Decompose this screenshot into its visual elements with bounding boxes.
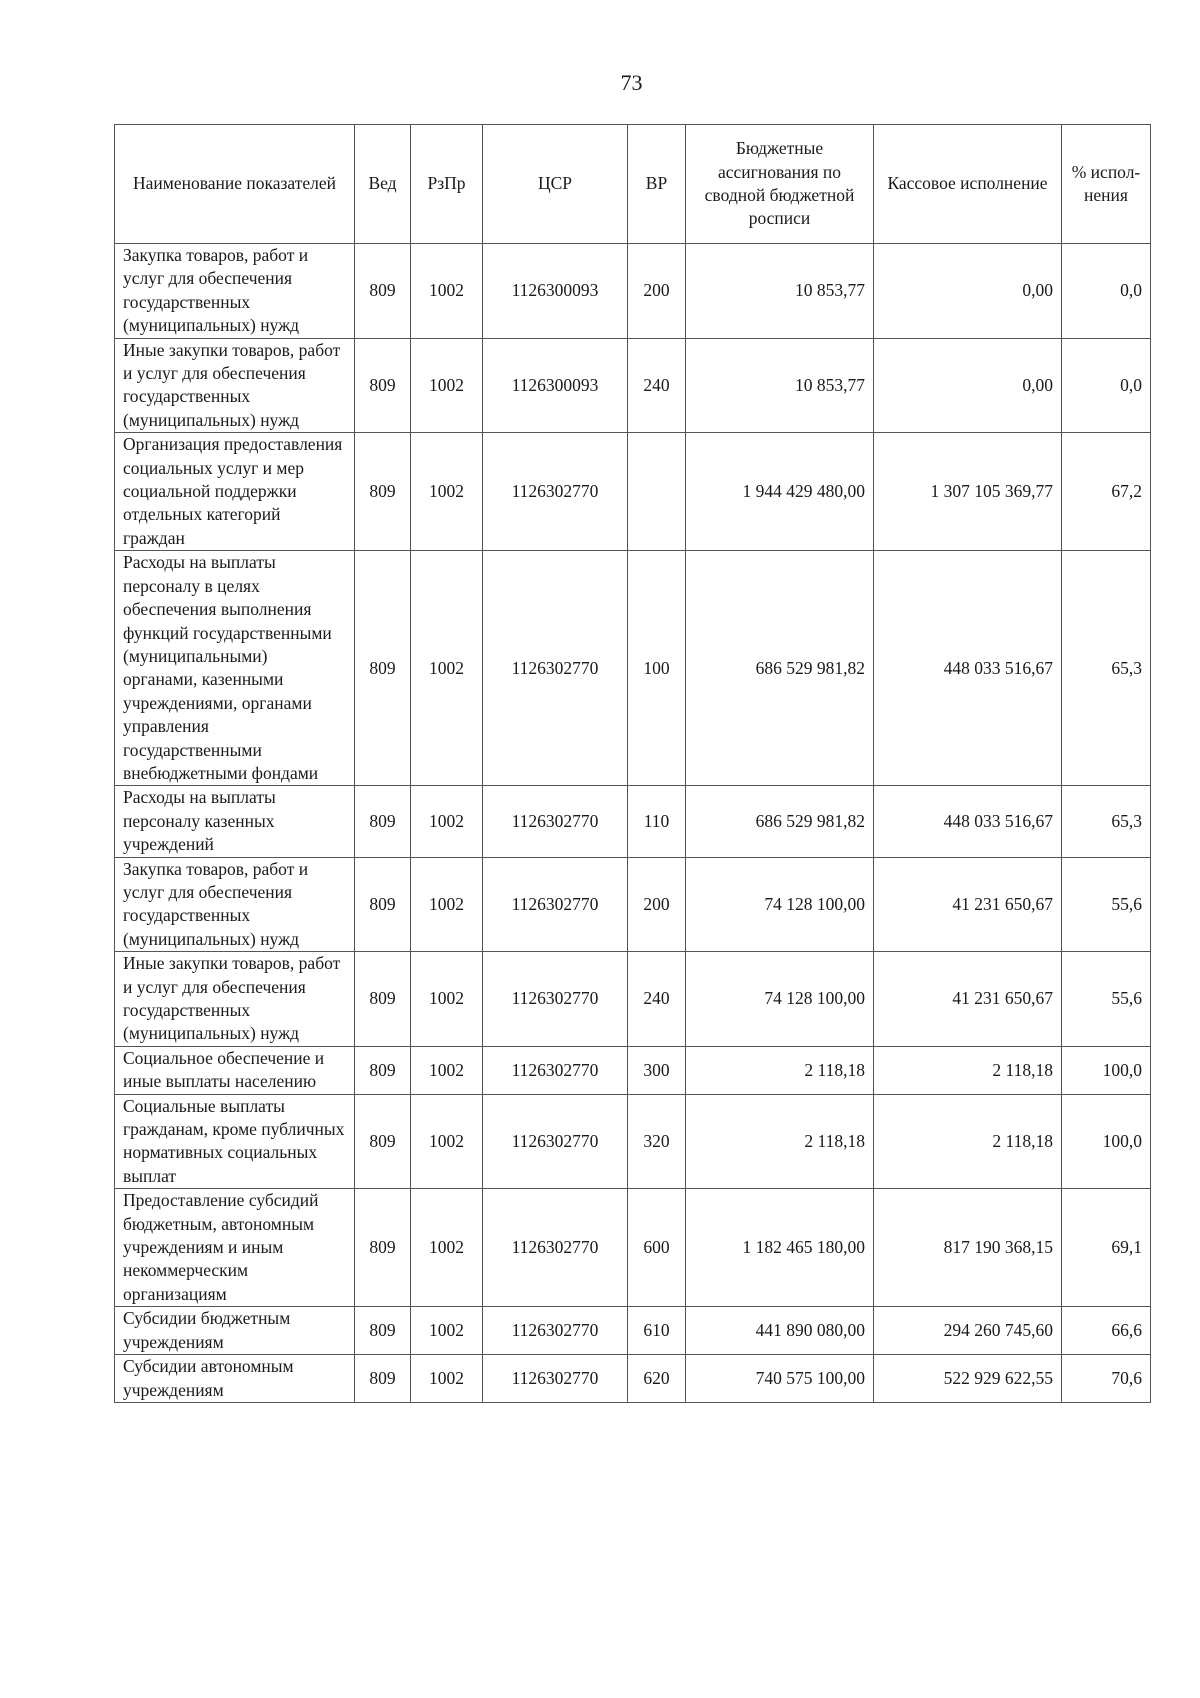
cell-csr: 1126302770 bbox=[483, 857, 628, 952]
cell-vr: 610 bbox=[628, 1307, 686, 1355]
cell-name: Закупка товаров, работ и услуг для обеспечения государственных (муниципальных) нужд bbox=[115, 857, 355, 952]
table-header-row bbox=[115, 125, 1151, 244]
cell-percent: 65,3 bbox=[1062, 786, 1151, 857]
cell-assignments: 686 529 981,82 bbox=[686, 551, 874, 786]
cell-rzpr: 1002 bbox=[411, 551, 483, 786]
header-assignments: Бюджетные ассигнования по сводной бюджетной росписи bbox=[686, 125, 874, 244]
cell-assignments: 441 890 080,00 bbox=[686, 1307, 874, 1355]
table-row bbox=[115, 786, 1151, 857]
cell-ved: 809 bbox=[355, 433, 411, 551]
header-cash-execution: Кассовое исполнение bbox=[874, 125, 1062, 244]
cell-ved: 809 bbox=[355, 1094, 411, 1189]
budget-execution-table bbox=[114, 124, 1151, 1403]
header-name: Наименование показателей bbox=[115, 125, 355, 244]
cell-name: Социальное обеспечение и иные выплаты населению bbox=[115, 1046, 355, 1094]
cell-ved: 809 bbox=[355, 1189, 411, 1307]
cell-vr: 100 bbox=[628, 551, 686, 786]
cell-ved: 809 bbox=[355, 338, 411, 433]
cell-cash-execution: 522 929 622,55 bbox=[874, 1355, 1062, 1403]
cell-percent: 55,6 bbox=[1062, 857, 1151, 952]
cell-name: Расходы на выплаты персоналу казенных учреждений bbox=[115, 786, 355, 857]
cell-vr: 320 bbox=[628, 1094, 686, 1189]
cell-cash-execution: 448 033 516,67 bbox=[874, 786, 1062, 857]
cell-csr: 1126302770 bbox=[483, 1307, 628, 1355]
cell-vr: 300 bbox=[628, 1046, 686, 1094]
cell-rzpr: 1002 bbox=[411, 1307, 483, 1355]
cell-rzpr: 1002 bbox=[411, 857, 483, 952]
cell-percent: 55,6 bbox=[1062, 952, 1151, 1047]
cell-percent: 0,0 bbox=[1062, 338, 1151, 433]
table-row bbox=[115, 1189, 1151, 1307]
cell-percent: 100,0 bbox=[1062, 1046, 1151, 1094]
cell-csr: 1126300093 bbox=[483, 338, 628, 433]
cell-ved: 809 bbox=[355, 1355, 411, 1403]
cell-name: Иные закупки товаров, работ и услуг для обеспечения государственных (муниципальных) нужд bbox=[115, 338, 355, 433]
cell-vr: 620 bbox=[628, 1355, 686, 1403]
cell-ved: 809 bbox=[355, 952, 411, 1047]
cell-csr: 1126302770 bbox=[483, 786, 628, 857]
cell-cash-execution: 41 231 650,67 bbox=[874, 857, 1062, 952]
page-number: 73 bbox=[620, 70, 643, 95]
cell-assignments: 686 529 981,82 bbox=[686, 786, 874, 857]
cell-assignments: 2 118,18 bbox=[686, 1046, 874, 1094]
cell-cash-execution: 817 190 368,15 bbox=[874, 1189, 1062, 1307]
cell-assignments: 740 575 100,00 bbox=[686, 1355, 874, 1403]
cell-rzpr: 1002 bbox=[411, 1355, 483, 1403]
cell-name: Иные закупки товаров, работ и услуг для обеспечения государственных (муниципальных) нужд bbox=[115, 952, 355, 1047]
cell-cash-execution: 448 033 516,67 bbox=[874, 551, 1062, 786]
cell-assignments: 10 853,77 bbox=[686, 338, 874, 433]
cell-percent: 70,6 bbox=[1062, 1355, 1151, 1403]
cell-cash-execution: 0,00 bbox=[874, 338, 1062, 433]
cell-percent: 67,2 bbox=[1062, 433, 1151, 551]
table-row bbox=[115, 1046, 1151, 1094]
table-row bbox=[115, 1307, 1151, 1355]
header-ved: Вед bbox=[355, 125, 411, 244]
cell-rzpr: 1002 bbox=[411, 952, 483, 1047]
table-row bbox=[115, 952, 1151, 1047]
cell-vr: 240 bbox=[628, 952, 686, 1047]
table-row bbox=[115, 1355, 1151, 1403]
table-row bbox=[115, 857, 1151, 952]
header-csr: ЦСР bbox=[483, 125, 628, 244]
cell-csr: 1126302770 bbox=[483, 551, 628, 786]
cell-assignments: 1 182 465 180,00 bbox=[686, 1189, 874, 1307]
cell-name: Закупка товаров, работ и услуг для обеспечения государственных (муниципальных) нужд bbox=[115, 244, 355, 339]
cell-ved: 809 bbox=[355, 1046, 411, 1094]
cell-rzpr: 1002 bbox=[411, 1189, 483, 1307]
cell-csr: 1126300093 bbox=[483, 244, 628, 339]
cell-percent: 65,3 bbox=[1062, 551, 1151, 786]
cell-ved: 809 bbox=[355, 786, 411, 857]
cell-assignments: 1 944 429 480,00 bbox=[686, 433, 874, 551]
header-vr: ВР bbox=[628, 125, 686, 244]
table-row bbox=[115, 1094, 1151, 1189]
cell-csr: 1126302770 bbox=[483, 1189, 628, 1307]
cell-name: Субсидии автономным учреждениям bbox=[115, 1355, 355, 1403]
cell-name: Предоставление субсидий бюджетным, автономным учреждениям и иным некоммерческим организациям bbox=[115, 1189, 355, 1307]
cell-percent: 66,6 bbox=[1062, 1307, 1151, 1355]
cell-assignments: 74 128 100,00 bbox=[686, 857, 874, 952]
cell-assignments: 2 118,18 bbox=[686, 1094, 874, 1189]
cell-ved: 809 bbox=[355, 551, 411, 786]
cell-percent: 100,0 bbox=[1062, 1094, 1151, 1189]
cell-assignments: 10 853,77 bbox=[686, 244, 874, 339]
cell-percent: 0,0 bbox=[1062, 244, 1151, 339]
cell-name: Социальные выплаты гражданам, кроме публичных нормативных социальных выплат bbox=[115, 1094, 355, 1189]
cell-csr: 1126302770 bbox=[483, 1094, 628, 1189]
cell-csr: 1126302770 bbox=[483, 1046, 628, 1094]
cell-name: Субсидии бюджетным учреждениям bbox=[115, 1307, 355, 1355]
cell-rzpr: 1002 bbox=[411, 1094, 483, 1189]
table-row bbox=[115, 433, 1151, 551]
table-row bbox=[115, 551, 1151, 786]
cell-name: Расходы на выплаты персоналу в целях обеспечения выполнения функций государственными (муниципальными) органами, казенными учреждениями, органами управления государственными внебюджетными фондами bbox=[115, 551, 355, 786]
cell-csr: 1126302770 bbox=[483, 952, 628, 1047]
header-percent: % испол-нения bbox=[1062, 125, 1151, 244]
cell-name: Организация предоставления социальных услуг и мер социальной поддержки отдельных категорий граждан bbox=[115, 433, 355, 551]
cell-cash-execution: 294 260 745,60 bbox=[874, 1307, 1062, 1355]
cell-cash-execution: 2 118,18 bbox=[874, 1094, 1062, 1189]
cell-rzpr: 1002 bbox=[411, 433, 483, 551]
cell-assignments: 74 128 100,00 bbox=[686, 952, 874, 1047]
cell-csr: 1126302770 bbox=[483, 1355, 628, 1403]
cell-rzpr: 1002 bbox=[411, 786, 483, 857]
cell-vr bbox=[628, 433, 686, 551]
cell-ved: 809 bbox=[355, 244, 411, 339]
table-row bbox=[115, 244, 1151, 339]
cell-ved: 809 bbox=[355, 857, 411, 952]
cell-csr: 1126302770 bbox=[483, 433, 628, 551]
cell-vr: 200 bbox=[628, 857, 686, 952]
cell-cash-execution: 2 118,18 bbox=[874, 1046, 1062, 1094]
cell-rzpr: 1002 bbox=[411, 1046, 483, 1094]
cell-rzpr: 1002 bbox=[411, 338, 483, 433]
cell-vr: 240 bbox=[628, 338, 686, 433]
cell-vr: 110 bbox=[628, 786, 686, 857]
cell-ved: 809 bbox=[355, 1307, 411, 1355]
cell-vr: 200 bbox=[628, 244, 686, 339]
header-rzpr: РзПр bbox=[411, 125, 483, 244]
cell-cash-execution: 0,00 bbox=[874, 244, 1062, 339]
cell-rzpr: 1002 bbox=[411, 244, 483, 339]
table-row bbox=[115, 338, 1151, 433]
cell-vr: 600 bbox=[628, 1189, 686, 1307]
cell-cash-execution: 1 307 105 369,77 bbox=[874, 433, 1062, 551]
cell-percent: 69,1 bbox=[1062, 1189, 1151, 1307]
cell-cash-execution: 41 231 650,67 bbox=[874, 952, 1062, 1047]
